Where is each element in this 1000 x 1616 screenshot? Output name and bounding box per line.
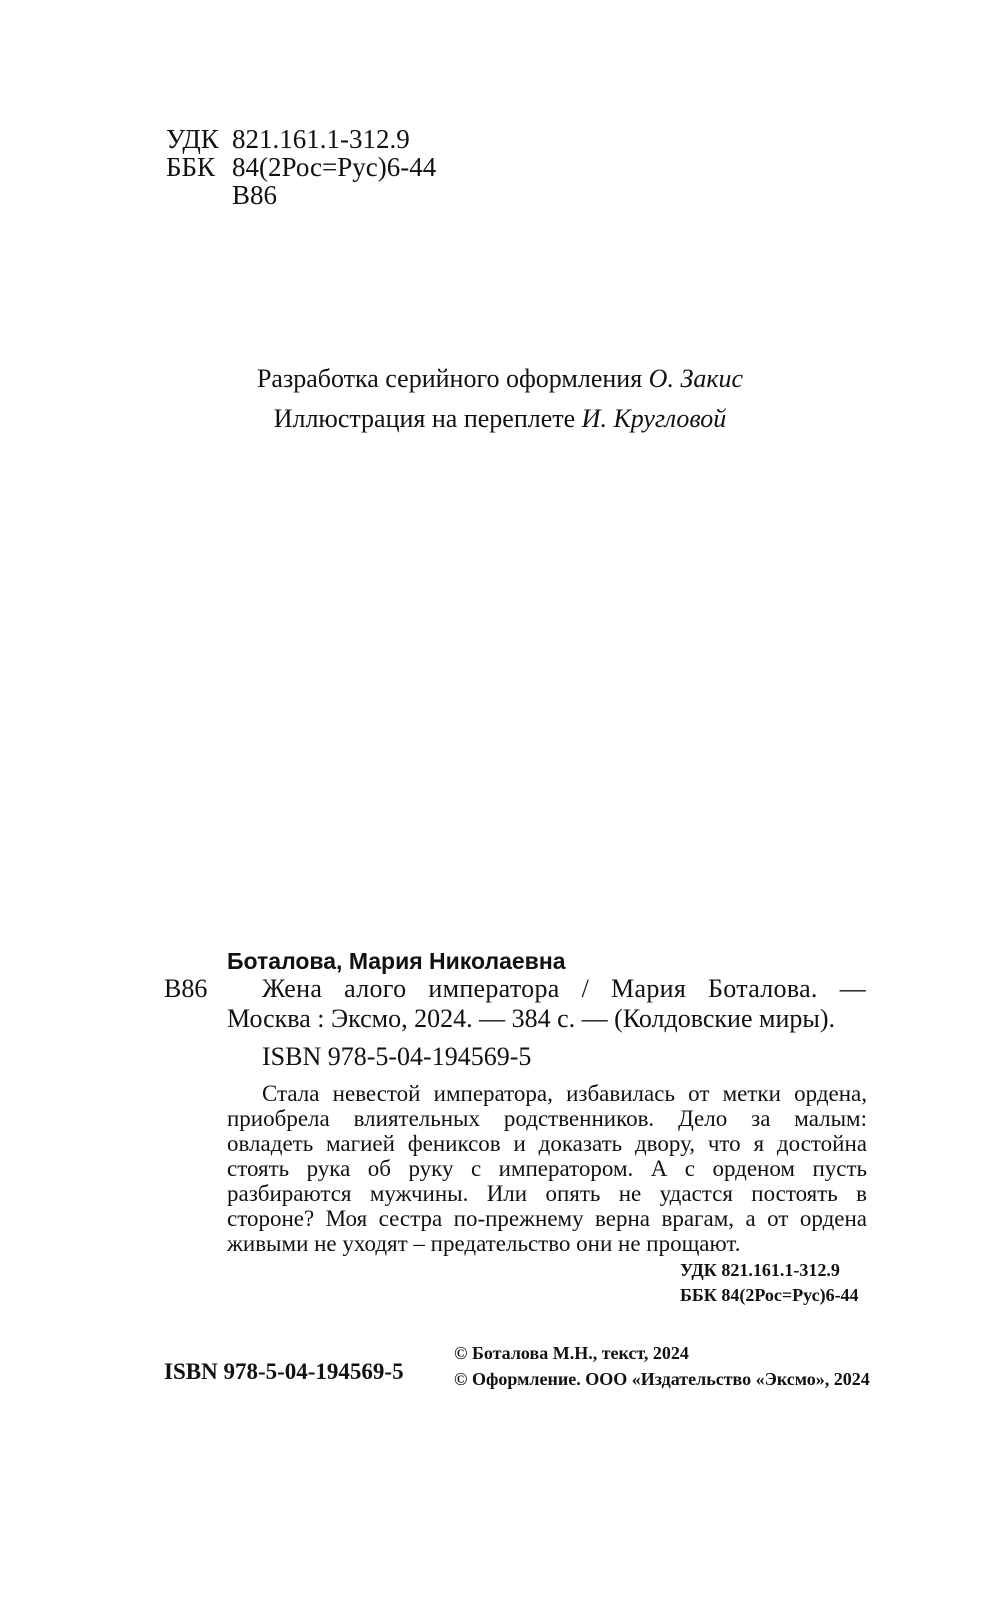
author-mark-top: В86 bbox=[232, 180, 278, 210]
udk-value: 821.161.1-312.9 bbox=[232, 124, 410, 154]
footer-isbn: ISBN 978-5-04-194569-5 bbox=[164, 1359, 404, 1384]
annotation-line: овладеть магией фениксов и доказать двору, что я достойна bbox=[227, 1131, 867, 1156]
small-udk: УДК 821.161.1-312.9 bbox=[680, 1260, 840, 1280]
copyright-text: © Боталова М.Н., текст, 2024 bbox=[454, 1343, 689, 1363]
bib-isbn: ISBN 978-5-04-194569-5 bbox=[262, 1042, 532, 1071]
bbk-label: ББК bbox=[166, 152, 216, 182]
copyright-block bbox=[454, 1340, 870, 1392]
annotation bbox=[227, 1081, 867, 1256]
udk-label: УДК bbox=[166, 124, 219, 154]
annotation-line: стоять рука об руку с императором. А с орденом пусть bbox=[227, 1156, 867, 1181]
top-classification-codes bbox=[166, 124, 486, 224]
design-credit bbox=[0, 364, 1000, 394]
annotation-line: живыми не уходят – предательство они не прощают. bbox=[227, 1231, 741, 1256]
design-credit-name: О. Закис bbox=[648, 364, 744, 393]
small-classification-codes bbox=[680, 1258, 859, 1308]
bib-line-1: Жена алого императора / Мария Боталова. — bbox=[262, 974, 866, 1003]
author-mark: В86 bbox=[164, 974, 208, 1003]
illustration-credit bbox=[0, 404, 1000, 434]
design-credit-label: Разработка серийного оформления bbox=[256, 364, 643, 393]
annotation-line: приобрела влиятельных родственников. Дело за малым: bbox=[227, 1106, 867, 1131]
annotation-line: разбираются мужчины. Или опять не удастся постоять в bbox=[227, 1181, 867, 1206]
bib-line-2: Москва : Эксмо, 2024. — 384 с. — (Колдовские миры). bbox=[227, 1004, 835, 1033]
author-heading: Боталова, Мария Николаевна bbox=[227, 948, 566, 974]
bbk-value: 84(2Рос=Рус)6-44 bbox=[232, 152, 437, 182]
annotation-line: Стала невестой императора, избавилась от метки ордена, bbox=[262, 1081, 867, 1106]
small-bbk: ББК 84(2Рос=Рус)6-44 bbox=[680, 1285, 859, 1305]
illustration-credit-label: Иллюстрация на переплете bbox=[273, 404, 576, 433]
illustration-credit-name: И. Кругловой bbox=[581, 404, 727, 433]
annotation-line: стороне? Моя сестра по-прежнему верна врагам, а от ордена bbox=[227, 1206, 867, 1231]
copyright-design: © Оформление. ООО «Издательство «Эксмо», 2024 bbox=[454, 1369, 870, 1389]
